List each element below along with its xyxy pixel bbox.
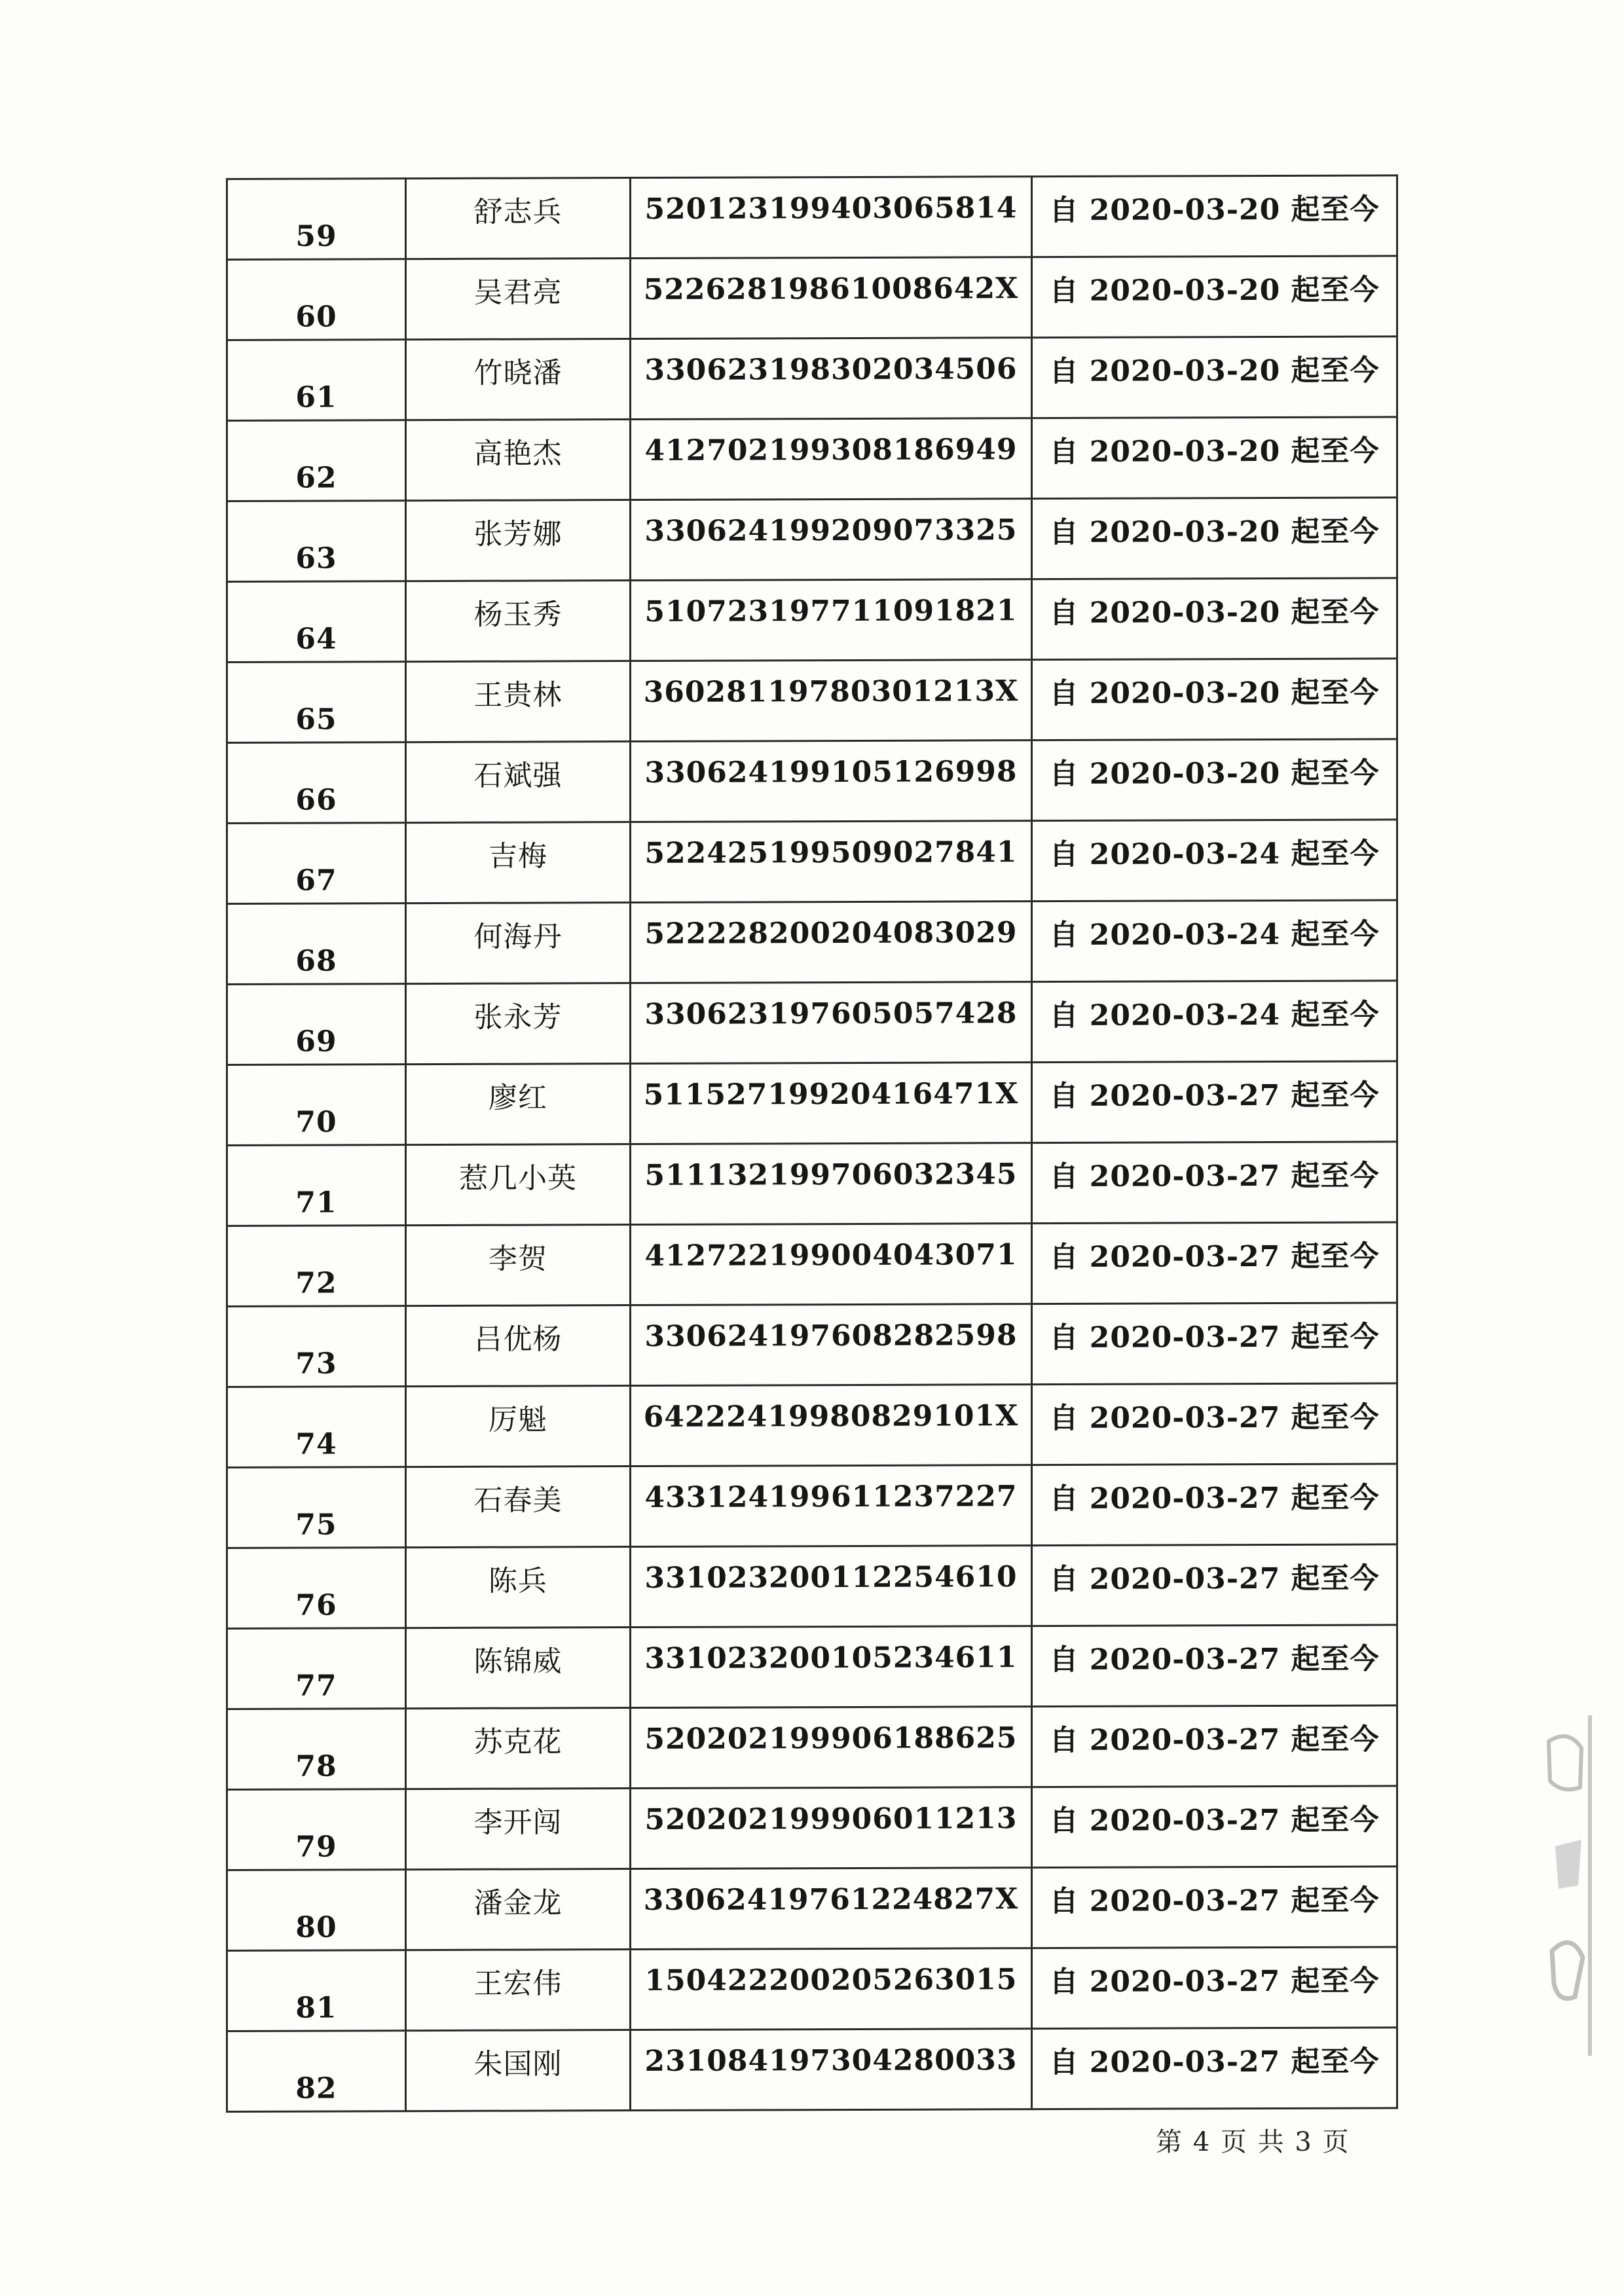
person-name: 王贵林 — [473, 678, 563, 712]
person-name-cell — [406, 1225, 631, 1306]
table-row — [227, 1867, 1397, 1951]
person-name-cell — [406, 1708, 631, 1789]
person-name-cell — [406, 339, 631, 420]
employment-period-cell — [1032, 1544, 1397, 1626]
id-number: 330624199105126998 — [644, 754, 1018, 790]
row-number-cell — [227, 2031, 406, 2112]
employment-period-cell — [1032, 2028, 1397, 2109]
row-number: 64 — [295, 622, 337, 656]
id-number-cell — [631, 1626, 1032, 1708]
row-number: 75 — [295, 1508, 337, 1542]
id-number-cell — [631, 1304, 1032, 1386]
row-number-cell — [227, 1789, 406, 1870]
person-name-cell — [406, 1305, 631, 1387]
person-name-cell — [406, 500, 631, 581]
row-number: 81 — [295, 1991, 337, 2025]
id-number-cell — [631, 1868, 1032, 1950]
employment-period-cell — [1032, 981, 1397, 1063]
employment-period-cell — [1032, 1142, 1397, 1224]
person-name: 廖红 — [489, 1081, 547, 1115]
row-number-cell — [227, 984, 406, 1065]
id-number-cell — [631, 660, 1032, 742]
row-number: 62 — [295, 461, 337, 495]
row-number: 61 — [295, 380, 337, 414]
page-footer: 第 4 页 共 3 页 — [1156, 2127, 1350, 2157]
id-number: 330624197608282598 — [644, 1318, 1018, 1353]
employment-period-cell — [1032, 498, 1397, 579]
employment-period: 自 2020-03-27 起至今 — [1049, 1964, 1380, 1999]
id-number-cell — [631, 1787, 1032, 1869]
row-number-cell — [227, 662, 406, 743]
employment-period: 自 2020-03-27 起至今 — [1049, 1642, 1380, 1677]
employment-period-cell — [1032, 417, 1397, 499]
table-row — [227, 1383, 1397, 1468]
id-number-cell — [631, 1546, 1032, 1628]
row-number-cell — [227, 903, 406, 985]
employment-period: 自 2020-03-24 起至今 — [1049, 837, 1380, 872]
id-number-cell — [631, 740, 1032, 822]
employment-period-cell — [1032, 1303, 1397, 1385]
id-number: 522228200204083029 — [644, 915, 1018, 951]
id-number-cell — [631, 1224, 1032, 1305]
employment-period-cell — [1032, 175, 1397, 257]
employment-period: 自 2020-03-20 起至今 — [1049, 273, 1380, 308]
id-number-cell — [631, 1385, 1032, 1467]
person-name: 李贺 — [489, 1242, 547, 1276]
id-number: 52262819861008642X — [643, 271, 1019, 306]
person-name: 杨玉秀 — [473, 598, 563, 632]
employment-period: 自 2020-03-27 起至今 — [1049, 1884, 1380, 1919]
row-number: 59 — [295, 219, 337, 253]
table-row — [227, 1464, 1397, 1548]
table-row — [227, 1142, 1397, 1226]
person-name: 石春美 — [473, 1484, 563, 1518]
employment-period-cell — [1032, 1947, 1397, 2029]
employment-period: 自 2020-03-27 起至今 — [1049, 1722, 1380, 1758]
id-number-cell — [631, 1143, 1032, 1225]
person-name-cell — [406, 259, 631, 340]
row-number-cell — [227, 1870, 406, 1951]
row-number: 70 — [295, 1105, 337, 1139]
employment-period-cell — [1032, 1222, 1397, 1304]
id-number-cell — [631, 821, 1032, 903]
id-number-cell — [631, 982, 1032, 1064]
person-name: 陈兵 — [489, 1564, 547, 1598]
person-name-cell — [406, 178, 631, 259]
id-number: 520123199403065814 — [644, 191, 1018, 226]
person-name: 石斌强 — [473, 759, 563, 793]
row-number: 66 — [295, 783, 337, 817]
table-row — [227, 1947, 1397, 2032]
id-number: 520202199906188625 — [644, 1721, 1018, 1756]
employment-period: 自 2020-03-27 起至今 — [1049, 1320, 1380, 1355]
row-number-cell — [227, 1306, 406, 1387]
row-number: 67 — [295, 864, 337, 898]
id-number: 150422200205263015 — [644, 1962, 1018, 1997]
person-name-cell — [406, 420, 631, 501]
table-row — [227, 417, 1397, 501]
id-number-cell — [631, 499, 1032, 581]
personnel-table-body — [227, 175, 1397, 2112]
id-number-cell — [631, 418, 1032, 500]
id-number: 36028119780301213X — [643, 674, 1019, 709]
row-number-cell — [227, 1387, 406, 1468]
id-number: 511132199706032345 — [644, 1157, 1018, 1192]
person-name: 吉梅 — [489, 839, 547, 873]
person-name-cell — [406, 742, 631, 823]
employment-period-cell — [1032, 1061, 1397, 1143]
employment-period: 自 2020-03-20 起至今 — [1049, 434, 1380, 469]
table-row — [227, 2028, 1397, 2112]
employment-period: 自 2020-03-20 起至今 — [1049, 354, 1380, 389]
table-row — [227, 1544, 1397, 1629]
person-name-cell — [406, 1628, 631, 1709]
person-name-cell — [406, 1789, 631, 1870]
id-number: 412702199308186949 — [644, 432, 1018, 467]
row-number-cell — [227, 1145, 406, 1226]
personnel-table — [226, 174, 1398, 2113]
person-name: 惹几小英 — [459, 1161, 577, 1195]
table-row — [227, 1705, 1397, 1790]
row-number-cell — [227, 742, 406, 824]
employment-period: 自 2020-03-27 起至今 — [1049, 1803, 1380, 1838]
person-name: 厉魁 — [489, 1403, 547, 1437]
id-number: 520202199906011213 — [644, 1801, 1018, 1836]
row-number: 79 — [295, 1830, 337, 1864]
employment-period: 自 2020-03-20 起至今 — [1049, 756, 1380, 792]
person-name: 潘金龙 — [473, 1886, 563, 1920]
table-row — [227, 256, 1397, 340]
row-number-cell — [227, 259, 406, 340]
person-name: 张永芳 — [473, 1000, 563, 1034]
row-number: 80 — [295, 1910, 337, 1944]
person-name: 张芳娜 — [473, 517, 563, 551]
id-number-cell — [631, 579, 1032, 661]
row-number-cell — [227, 823, 406, 904]
row-number-cell — [227, 420, 406, 501]
table-row — [227, 1061, 1397, 1146]
employment-period: 自 2020-03-27 起至今 — [1049, 1239, 1380, 1275]
row-number: 76 — [295, 1588, 337, 1622]
id-number: 33062419761224827X — [643, 1882, 1019, 1917]
id-number-cell — [631, 1465, 1032, 1547]
id-number-cell — [631, 338, 1032, 420]
person-name: 何海丹 — [473, 920, 563, 954]
table-row — [227, 1786, 1397, 1870]
table-row — [227, 739, 1397, 824]
row-number-cell — [227, 501, 406, 582]
row-number: 69 — [295, 1025, 337, 1059]
employment-period: 自 2020-03-27 起至今 — [1049, 1561, 1380, 1597]
id-number-cell — [631, 1063, 1032, 1144]
employment-period-cell — [1032, 1464, 1397, 1546]
id-number-cell — [631, 2029, 1032, 2111]
table-row — [227, 337, 1397, 421]
person-name-cell — [406, 581, 631, 662]
row-number: 63 — [295, 541, 337, 575]
id-number: 64222419980829101X — [643, 1398, 1019, 1434]
table-row — [227, 498, 1397, 582]
person-name: 竹晓潘 — [473, 356, 563, 390]
row-number-cell — [227, 1226, 406, 1307]
id-number-cell — [631, 902, 1032, 983]
table-row — [227, 900, 1397, 985]
employment-period-cell — [1032, 820, 1397, 902]
id-number: 51152719920416471X — [643, 1076, 1019, 1112]
row-number: 78 — [295, 1749, 337, 1783]
employment-period-cell — [1032, 659, 1397, 740]
id-number-cell — [631, 1948, 1032, 2030]
id-number: 433124199611237227 — [644, 1479, 1018, 1514]
id-number: 522425199509027841 — [644, 835, 1018, 870]
person-name-cell — [406, 1467, 631, 1548]
row-number-cell — [227, 1709, 406, 1790]
table-row — [227, 175, 1397, 260]
id-number: 231084197304280033 — [644, 2043, 1018, 2078]
person-name-cell — [406, 1144, 631, 1226]
employment-period: 自 2020-03-27 起至今 — [1049, 1159, 1380, 1194]
row-number-cell — [227, 581, 406, 663]
employment-period-cell — [1032, 578, 1397, 660]
person-name: 高艳杰 — [473, 437, 563, 471]
employment-period-cell — [1032, 1786, 1397, 1868]
row-number: 74 — [295, 1427, 337, 1461]
employment-period-cell — [1032, 1625, 1397, 1707]
table-row — [227, 1303, 1397, 1387]
id-number: 330623198302034506 — [644, 352, 1018, 387]
id-number: 510723197711091821 — [644, 593, 1018, 629]
row-number: 82 — [295, 2071, 337, 2105]
table-row — [227, 1222, 1397, 1307]
person-name-cell — [406, 1950, 631, 2031]
table-row — [227, 659, 1397, 743]
employment-period: 自 2020-03-27 起至今 — [1049, 2045, 1380, 2080]
person-name: 王宏伟 — [473, 1967, 563, 2001]
employment-period: 自 2020-03-20 起至今 — [1049, 515, 1380, 550]
row-number: 60 — [295, 300, 337, 334]
person-name: 陈锦威 — [473, 1645, 563, 1679]
person-name: 李开闯 — [473, 1806, 563, 1840]
row-number-cell — [227, 1467, 406, 1548]
row-number: 72 — [295, 1266, 337, 1300]
row-number: 73 — [295, 1347, 337, 1381]
employment-period: 自 2020-03-27 起至今 — [1049, 1481, 1380, 1516]
person-name-cell — [406, 1064, 631, 1145]
employment-period-cell — [1032, 1867, 1397, 1948]
person-name-cell — [406, 822, 631, 903]
person-name-cell — [406, 1386, 631, 1467]
row-number-cell — [227, 1950, 406, 2032]
id-number: 330623197605057428 — [644, 996, 1018, 1031]
employment-period-cell — [1032, 739, 1397, 821]
id-number: 330624199209073325 — [644, 513, 1018, 548]
employment-period-cell — [1032, 900, 1397, 982]
employment-period: 自 2020-03-20 起至今 — [1049, 192, 1380, 228]
person-name-cell — [406, 983, 631, 1065]
table-row — [227, 1625, 1397, 1709]
table-row — [227, 820, 1397, 904]
employment-period-cell — [1032, 1705, 1397, 1787]
person-name: 苏克花 — [473, 1725, 563, 1759]
id-number-cell — [631, 177, 1032, 259]
employment-period: 自 2020-03-24 起至今 — [1049, 917, 1380, 953]
person-name-cell — [406, 1547, 631, 1628]
row-number-cell — [227, 1065, 406, 1146]
seal-fragment — [1542, 1715, 1614, 2056]
person-name-cell — [406, 2030, 631, 2111]
id-number: 412722199004043071 — [644, 1237, 1018, 1273]
row-number-cell — [227, 340, 406, 421]
row-number: 77 — [295, 1669, 337, 1703]
id-number: 331023200105234611 — [644, 1640, 1018, 1675]
employment-period: 自 2020-03-27 起至今 — [1049, 1400, 1380, 1436]
row-number: 71 — [295, 1186, 337, 1220]
person-name-cell — [406, 903, 631, 984]
employment-period: 自 2020-03-27 起至今 — [1049, 1078, 1380, 1114]
row-number: 65 — [295, 702, 337, 737]
id-number: 331023200112254610 — [644, 1559, 1018, 1595]
row-number-cell — [227, 1628, 406, 1709]
employment-period-cell — [1032, 1383, 1397, 1465]
person-name: 朱国刚 — [473, 2047, 563, 2081]
employment-period: 自 2020-03-20 起至今 — [1049, 595, 1380, 630]
row-number-cell — [227, 179, 406, 260]
table-row — [227, 981, 1397, 1065]
row-number-cell — [227, 1548, 406, 1629]
person-name: 吴君亮 — [473, 276, 563, 310]
id-number-cell — [631, 1707, 1032, 1789]
person-name: 吕优杨 — [473, 1322, 563, 1357]
person-name: 舒志兵 — [473, 195, 563, 229]
employment-period-cell — [1032, 337, 1397, 418]
table-row — [227, 578, 1397, 663]
person-name-cell — [406, 1869, 631, 1950]
row-number: 68 — [295, 944, 337, 978]
person-name-cell — [406, 661, 631, 742]
id-number-cell — [631, 257, 1032, 339]
employment-period-cell — [1032, 256, 1397, 338]
employment-period: 自 2020-03-20 起至今 — [1049, 676, 1380, 711]
employment-period: 自 2020-03-24 起至今 — [1049, 998, 1380, 1033]
